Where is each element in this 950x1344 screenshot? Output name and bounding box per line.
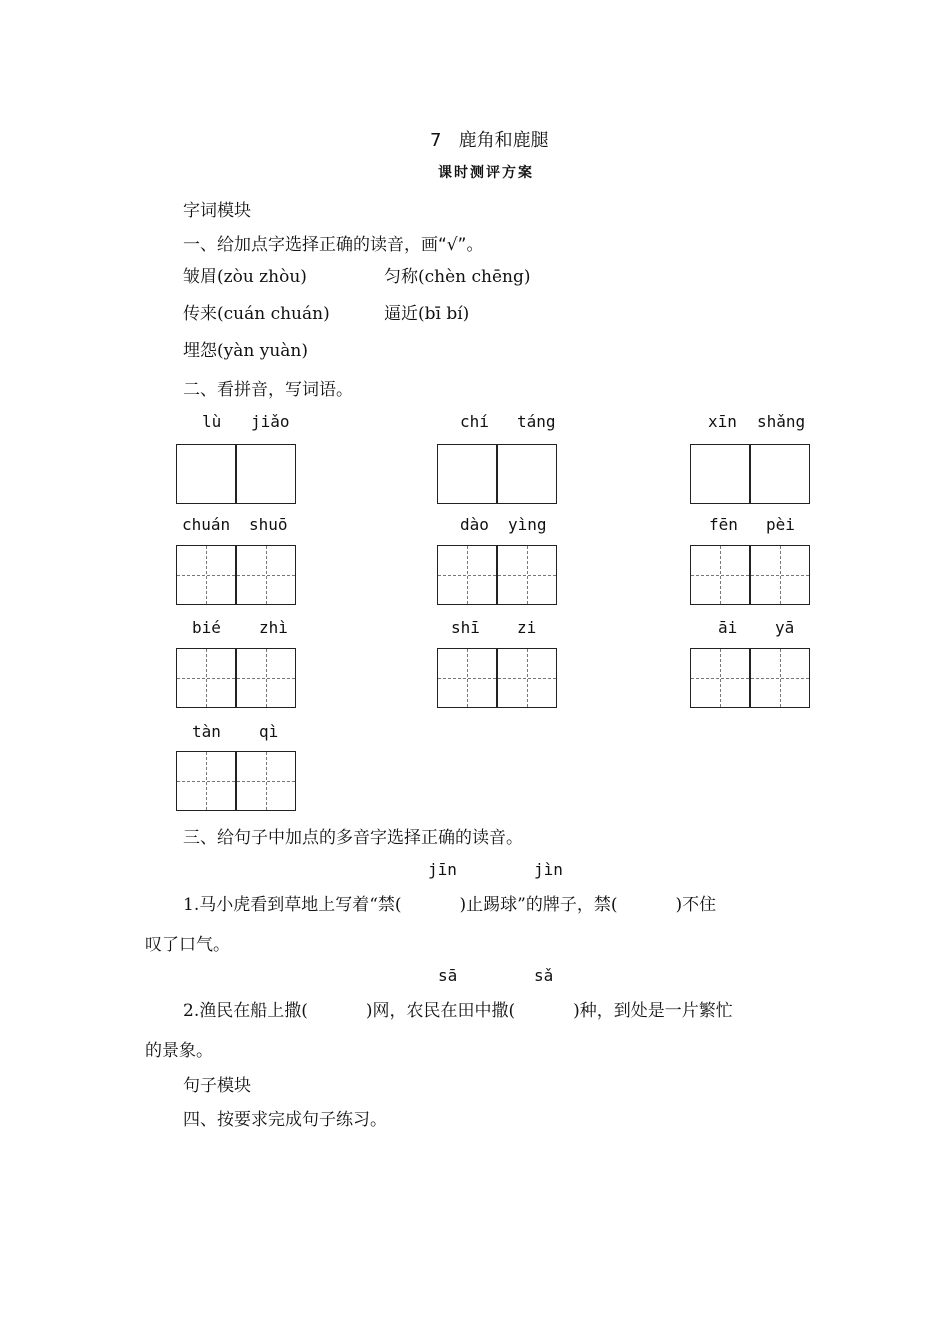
pinyin: dào (460, 515, 489, 534)
lesson-number: 7 (430, 130, 442, 151)
pinyin: bié (192, 618, 221, 637)
page-title (430, 126, 549, 152)
pinyin-option: sǎ (534, 966, 554, 985)
writing-box[interactable] (437, 545, 557, 605)
pinyin: chí (460, 412, 489, 431)
page-subtitle: 课时测评方案 (438, 165, 534, 181)
q1-item: 传来(cuán chuán) (183, 304, 330, 324)
module-heading-sentences: 句子模块 (183, 1076, 251, 1096)
writing-box[interactable] (176, 648, 296, 708)
pinyin: shuō (249, 515, 288, 534)
writing-box[interactable] (176, 545, 296, 605)
pinyin: āi (718, 618, 738, 637)
pinyin: yìng (508, 515, 547, 534)
pinyin: jiǎo (251, 412, 290, 431)
pinyin: yā (775, 618, 795, 637)
sentence-2: 2.渔民在船上撒( )网，农民在田中撒( )种，到处是一片繁忙 (183, 1001, 733, 1021)
sentence-2-continuation: 的景象。 (145, 1041, 213, 1061)
pinyin: chuán (182, 515, 231, 534)
writing-box[interactable] (437, 648, 557, 708)
q1-item: 皱眉(zòu zhòu) (183, 267, 307, 287)
pinyin: zhì (259, 618, 288, 637)
writing-box[interactable] (690, 444, 810, 504)
pinyin-option: jīn (428, 860, 457, 879)
pinyin: tàn (192, 722, 221, 741)
q1-item: 埋怨(yàn yuàn) (183, 341, 308, 361)
writing-box[interactable] (176, 444, 296, 504)
pinyin: pèi (766, 515, 795, 534)
q1-heading: 一、给加点字选择正确的读音，画“√”。 (183, 235, 484, 255)
writing-box[interactable] (690, 545, 810, 605)
q4-heading: 四、按要求完成句子练习。 (183, 1110, 387, 1130)
pinyin: xīn (708, 412, 737, 431)
sentence-1-continuation: 叹了口气。 (145, 935, 230, 955)
sentence-1: 1.马小虎看到草地上写着“禁( )止踢球”的牌子，禁( )不住 (183, 895, 717, 915)
pinyin: táng (517, 412, 556, 431)
pinyin: shī (451, 618, 480, 637)
pinyin: shǎng (757, 412, 806, 431)
writing-box[interactable] (176, 751, 296, 811)
q3-heading: 三、给句子中加点的多音字选择正确的读音。 (183, 828, 523, 848)
pinyin-option: sā (438, 966, 458, 985)
writing-box[interactable] (690, 648, 810, 708)
pinyin: qì (259, 722, 279, 741)
pinyin: lù (202, 412, 222, 431)
pinyin: fēn (709, 515, 738, 534)
pinyin-option: jìn (534, 860, 563, 879)
q2-heading: 二、看拼音，写词语。 (183, 380, 353, 400)
q1-item: 逼近(bī bí) (384, 304, 470, 324)
module-heading-words: 字词模块 (183, 201, 251, 221)
writing-box[interactable] (437, 444, 557, 504)
lesson-title: 鹿角和鹿腿 (458, 130, 549, 151)
q1-item: 匀称(chèn chēng) (384, 267, 531, 287)
pinyin: zi (517, 618, 537, 637)
